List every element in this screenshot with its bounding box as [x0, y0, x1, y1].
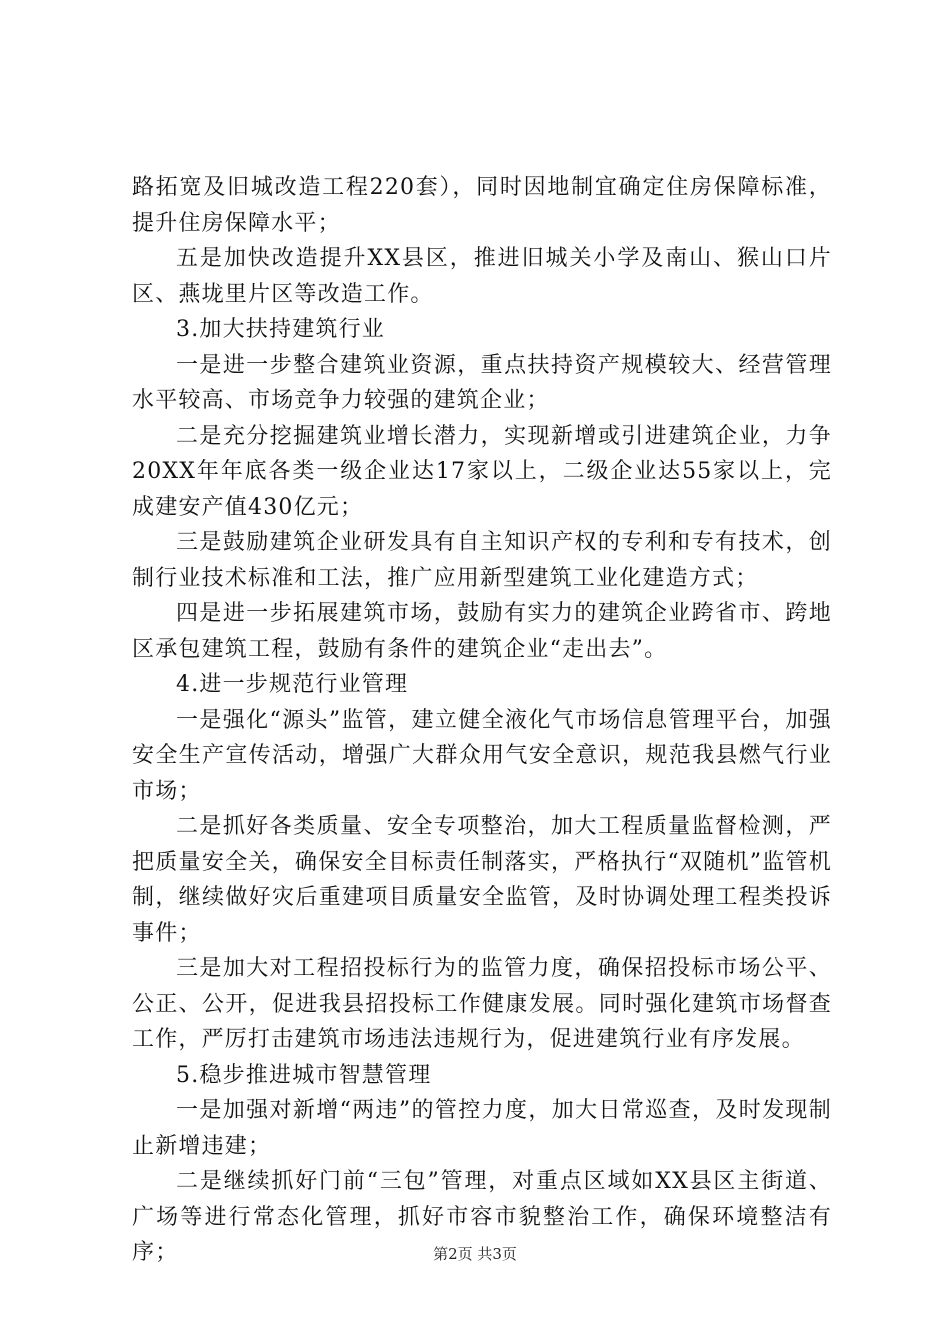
- section-heading-3: 3.加大扶持建筑行业: [176, 317, 385, 342]
- paragraph-3-item-3: 三是鼓励建筑企业研发具有自主知识产权的专利和专有技术，创制行业技术标准和工法，推广应用新型建筑工业化建造方式；: [132, 530, 832, 591]
- paragraph-4-item-3: 三是加大对工程招投标行为的监管力度，确保招投标市场公平、公正、公开，促进我县招投标工作健康发展。同时强化建筑市场督查工作，严厉打击建筑市场违法违规行为，促进建筑行业有序发展。: [132, 956, 832, 1052]
- paragraph-3-item-1: 一是进一步整合建筑业资源，重点扶持资产规模较大、经营管理水平较高、市场竞争力较强的建筑企业；: [132, 352, 832, 413]
- paragraph-5-item-2: 二是继续抓好门前“三包”管理，对重点区域如XX县区主街道、广场等进行常态化管理，抓好市容市貌整治工作，确保环境整洁有序；: [132, 1169, 832, 1265]
- paragraph-item-5: 五是加快改造提升XX县区，推进旧城关小学及南山、猴山口片区、燕垅里片区等改造工作。: [132, 246, 832, 307]
- paragraph-4-item-2: 二是抓好各类质量、安全专项整治，加大工程质量监督检测，严把质量安全关，确保安全目标责任制落实，严格执行“双随机”监管机制，继续做好灾后重建项目质量安全监管，及时协调处理工程类投诉事件；: [132, 814, 832, 946]
- paragraph-3-item-2: 二是充分挖掘建筑业增长潜力，实现新增或引进建筑企业，力争20XX年年底各类一级企业达17家以上，二级企业达55家以上，完成建安产值430亿元；: [132, 423, 832, 520]
- document-body: [132, 170, 832, 1271]
- section-heading-4: 4.进一步规范行业管理: [176, 672, 409, 697]
- paragraph-4-item-1: 一是强化“源头”监管，建立健全液化气市场信息管理平台，加强安全生产宣传活动，增强广大群众用气安全意识，规范我县燃气行业市场；: [132, 707, 832, 804]
- page-footer: [0, 1244, 950, 1264]
- page-number-label: 第2页 共3页: [433, 1245, 517, 1263]
- section-heading-5: 5.稳步推进城市智慧管理: [176, 1062, 432, 1088]
- paragraph-5-item-1: 一是加强对新增“两违”的管控力度，加大日常巡查，及时发现制止新增违建；: [132, 1098, 832, 1159]
- paragraph-3-item-4: 四是进一步拓展建筑市场，鼓励有实力的建筑企业跨省市、跨地区承包建筑工程，鼓励有条件的建筑企业“走出去”。: [132, 601, 832, 662]
- paragraph-continuation: 路拓宽及旧城改造工程220套），同时因地制宜确定住房保障标准，提升住房保障水平；: [132, 175, 832, 236]
